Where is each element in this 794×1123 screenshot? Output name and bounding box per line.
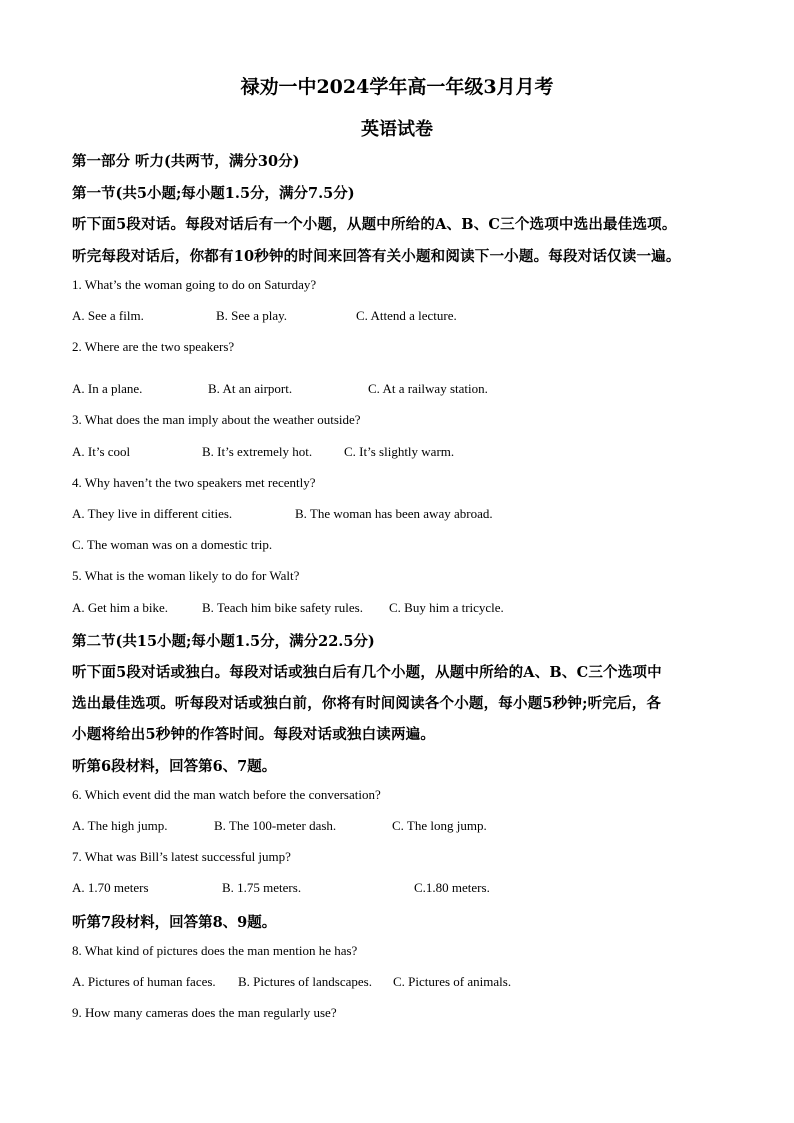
q1-option-a[interactable]: A. See a film.: [72, 308, 144, 323]
q5-option-b[interactable]: B. Teach him bike safety rules.: [202, 600, 363, 615]
q5-option-a[interactable]: A. Get him a bike.: [72, 600, 169, 615]
section2-heading: 第二节(共15小题;每小题1.5分，满分22.5分): [72, 633, 375, 650]
exam-subtitle: 英语试卷: [361, 119, 433, 140]
exam-title: 禄劝一中2024学年高一年级3月月考: [240, 76, 554, 98]
q5-option-c[interactable]: C. Buy him a tricycle.: [389, 600, 504, 615]
question-2: 2. Where are the two speakers?: [72, 339, 235, 354]
part1-heading: 第一部分 听力(共两节，满分30分): [72, 153, 300, 170]
q4-option-b[interactable]: B. The woman has been away abroad.: [295, 506, 493, 521]
question-5: 5. What is the woman likely to do for Walt?: [72, 568, 300, 583]
material-7-heading: 听第7段材料，回答第8、9题。: [72, 914, 277, 931]
q6-option-a[interactable]: A. The high jump.: [72, 818, 168, 833]
q2-option-b[interactable]: B. At an airport.: [208, 381, 293, 396]
question-8: 8. What kind of pictures does the man mention he has?: [72, 943, 358, 958]
q8-option-c[interactable]: C. Pictures of animals.: [393, 974, 512, 989]
question-9: 9. How many cameras does the man regularly use?: [72, 1005, 337, 1020]
q4-option-c[interactable]: C. The woman was on a domestic trip.: [72, 537, 273, 552]
question-1: 1. What’s the woman going to do on Saturday?: [72, 277, 317, 292]
q7-option-b[interactable]: B. 1.75 meters.: [222, 880, 302, 895]
material-6-heading: 听第6段材料，回答第6、7题。: [72, 758, 277, 775]
question-7: 7. What was Bill’s latest successful jump?: [72, 849, 291, 864]
q3-option-b[interactable]: B. It’s extremely hot.: [202, 444, 313, 459]
q3-option-a[interactable]: A. It’s cool: [72, 444, 131, 459]
section2-instruction-line: 小题将给出5秒钟的作答时间。每段对话或独白读两遍。: [72, 726, 436, 743]
q8-option-a[interactable]: A. Pictures of human faces.: [72, 974, 216, 989]
q2-option-a[interactable]: A. In a plane.: [72, 381, 143, 396]
q6-option-c[interactable]: C. The long jump.: [392, 818, 487, 833]
section1-instruction-line: 听下面5段对话。每段对话后有一个小题，从题中所给的A、B、C三个选项中选出最佳选项。: [72, 216, 677, 233]
section2-instruction-line: 听下面5段对话或独白。每段对话或独白后有几个小题，从题中所给的A、B、C三个选项中: [72, 664, 662, 681]
q6-option-b[interactable]: B. The 100-meter dash.: [214, 818, 337, 833]
q7-option-c[interactable]: C.1.80 meters.: [414, 880, 490, 895]
question-4: 4. Why haven’t the two speakers met recently?: [72, 475, 316, 490]
q8-option-b[interactable]: B. Pictures of landscapes.: [238, 974, 372, 989]
section1-heading: 第一节(共5小题;每小题1.5分，满分7.5分): [72, 185, 355, 202]
question-3: 3. What does the man imply about the weather outside?: [72, 412, 361, 427]
q2-option-c[interactable]: C. At a railway station.: [368, 381, 488, 396]
q4-option-a[interactable]: A. They live in different cities.: [72, 506, 233, 521]
section2-instruction-line: 选出最佳选项。听每段对话或独白前，你将有时间阅读各个小题，每小题5秒钟;听完后，各: [72, 695, 662, 712]
q1-option-c[interactable]: C. Attend a lecture.: [356, 308, 457, 323]
q1-option-b[interactable]: B. See a play.: [216, 308, 287, 323]
question-6: 6. Which event did the man watch before the conversation?: [72, 787, 381, 802]
section1-instruction-line: 听完每段对话后，你都有10秒钟的时间来回答有关小题和阅读下一小题。每段对话仅读一遍。: [72, 248, 681, 265]
q3-option-c[interactable]: C. It’s slightly warm.: [344, 444, 455, 459]
q7-option-a[interactable]: A. 1.70 meters: [72, 880, 149, 895]
